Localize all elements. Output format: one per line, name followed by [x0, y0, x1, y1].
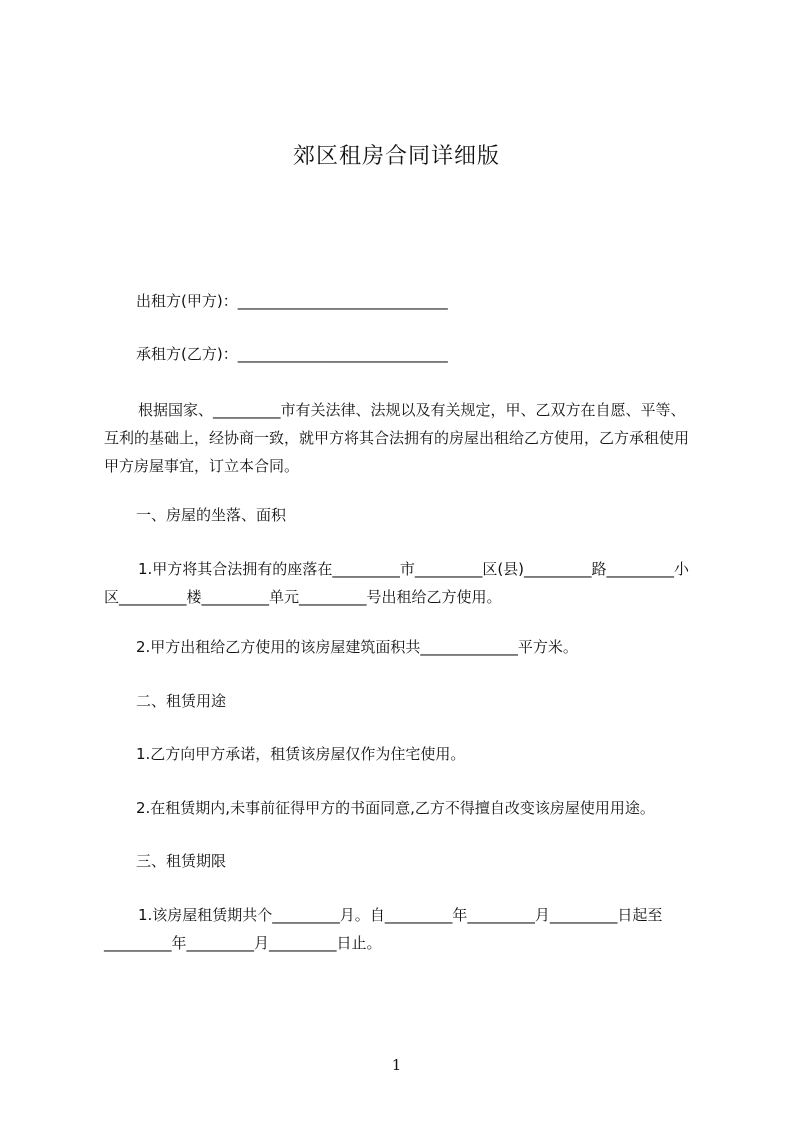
- clause-no-change-use: 2.在租赁期内,未事前征得甲方的书面同意,乙方不得擅自改变该房屋使用用途。: [136, 799, 655, 817]
- section-heading-term: 三、租赁期限: [136, 852, 227, 870]
- section-heading-usage: 二、租赁用途: [136, 692, 227, 710]
- clause-area: 2.甲方出租给乙方使用的该房屋建筑面积共_____________平方米。: [136, 638, 578, 656]
- preamble-paragraph: 根据国家、_________市有关法律、法规以及有关规定，甲、乙双方在自愿、平等、互利的基础上，经协商一致，就甲方将其合法拥有的房屋出租给乙方使用，乙方承租使用甲方房屋事宜，订立本合同。: [104, 401, 690, 475]
- clause-lease-term: 1.该房屋租赁期共个_________月。自_________年_________月_________日起至_________年_________月_________日止。: [104, 906, 663, 952]
- page-number: 1: [391, 1056, 402, 1074]
- clause-residential-use: 1.乙方向甲方承诺，租赁该房屋仅作为住宅使用。: [136, 745, 466, 763]
- lessor-line: 出租方(甲方)：____________________________: [136, 292, 448, 310]
- clause-location-address: 1.甲方将其合法拥有的座落在_________市_________区(县)_________路_________小区_________楼_________单元_________号出租给乙方使用。: [104, 560, 690, 606]
- document-title: 郊区租房合同详细版: [292, 144, 500, 169]
- lessee-line: 承租方(乙方)：____________________________: [136, 345, 448, 363]
- section-heading-location: 一、房屋的坐落、面积: [136, 506, 287, 524]
